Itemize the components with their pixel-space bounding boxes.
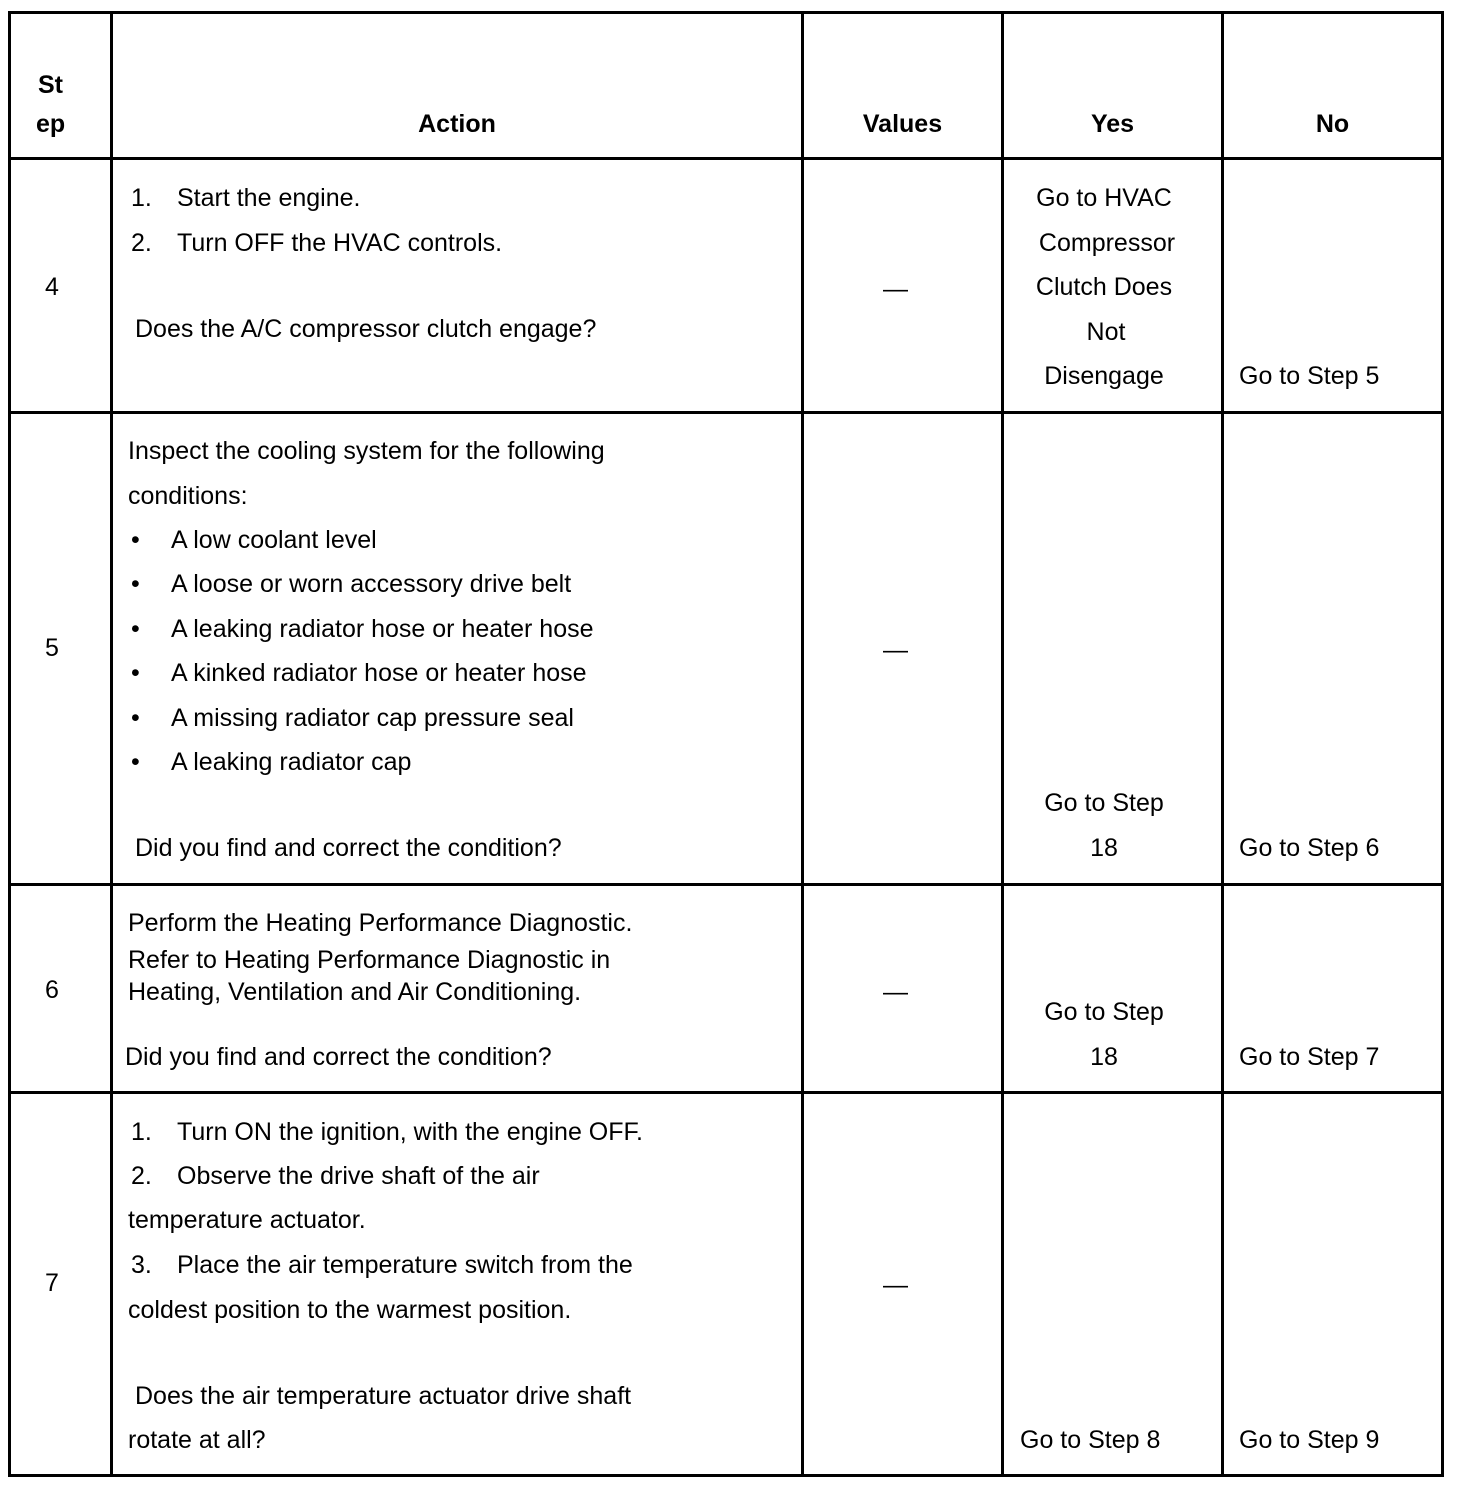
- condition-text: A leaking radiator hose or heater hose: [171, 615, 594, 643]
- condition-item: [127, 651, 587, 696]
- condition-item: [127, 607, 594, 652]
- diagnostic-table: [8, 11, 1444, 1477]
- action-question: Does the air temperature actuator drive shaft: [135, 1382, 632, 1410]
- condition-text: A low coolant level: [171, 526, 377, 554]
- bullet-marker: •: [131, 570, 140, 598]
- yes-line: Clutch Does: [1035, 273, 1173, 301]
- bullet-marker: •: [131, 659, 140, 687]
- action-item: [127, 1154, 540, 1199]
- header-step-line2: ep: [36, 110, 66, 138]
- condition-text: A loose or worn accessory drive belt: [171, 570, 572, 598]
- yes-line: Compressor: [1038, 229, 1176, 257]
- action-item-continuation: coldest position to the warmest position.: [128, 1296, 572, 1324]
- action-question: rotate at all?: [128, 1426, 266, 1454]
- no-link: Go to Step 7: [1239, 1043, 1380, 1071]
- item-text: Start the engine.: [177, 184, 361, 212]
- condition-item: [127, 562, 571, 607]
- action-line: Refer to Heating Performance Diagnostic in: [128, 946, 611, 974]
- action-line: Heating, Ventilation and Air Conditioning.: [128, 978, 582, 1006]
- yes-line: 18: [1090, 1043, 1118, 1071]
- item-text: Turn ON the ignition, with the engine OFF.: [177, 1118, 643, 1146]
- header-no: No: [1315, 110, 1350, 138]
- grid-line: [8, 11, 1444, 14]
- yes-line: Not: [1086, 318, 1126, 346]
- grid-line: [8, 11, 11, 1477]
- yes-link: Go to Step 8: [1020, 1426, 1161, 1454]
- condition-item: [127, 740, 411, 785]
- yes-line: Go to Step: [1044, 998, 1164, 1026]
- grid-line: [8, 1474, 1444, 1477]
- yes-line: Go to HVAC: [1036, 184, 1172, 212]
- grid-line: [110, 11, 113, 1477]
- yes-line: Go to Step: [1044, 789, 1164, 817]
- grid-line: [8, 883, 1444, 886]
- header-action: Action: [418, 110, 496, 138]
- grid-line: [1441, 11, 1444, 1477]
- grid-line: [801, 11, 804, 1477]
- action-question: Did you find and correct the condition?: [135, 834, 562, 862]
- action-item: [127, 221, 502, 266]
- item-text: Observe the drive shaft of the air: [177, 1162, 540, 1190]
- condition-text: A kinked radiator hose or heater hose: [171, 659, 587, 687]
- values-dash: —: [883, 275, 908, 303]
- grid-line: [8, 157, 1444, 160]
- step-number: 5: [45, 634, 59, 662]
- action-line: Perform the Heating Performance Diagnostic.: [128, 909, 633, 937]
- condition-text: A missing radiator cap pressure seal: [171, 704, 574, 732]
- action-item-continuation: temperature actuator.: [128, 1206, 366, 1234]
- item-marker: 3.: [131, 1251, 152, 1279]
- action-intro: conditions:: [128, 482, 248, 510]
- no-link: Go to Step 9: [1239, 1426, 1380, 1454]
- action-intro: Inspect the cooling system for the following: [128, 437, 605, 465]
- condition-item: [127, 696, 574, 741]
- no-link: Go to Step 6: [1239, 834, 1380, 862]
- header-step-line1: St: [38, 71, 63, 99]
- action-question: Did you find and correct the condition?: [125, 1043, 552, 1071]
- no-link: Go to Step 5: [1239, 362, 1380, 390]
- step-number: 7: [45, 1269, 59, 1297]
- item-text: Place the air temperature switch from the: [177, 1251, 633, 1279]
- condition-item: [127, 518, 377, 563]
- step-number: 4: [45, 273, 59, 301]
- grid-line: [8, 1091, 1444, 1094]
- grid-line: [8, 411, 1444, 414]
- condition-text: A leaking radiator cap: [171, 748, 412, 776]
- header-values: Values: [862, 110, 943, 138]
- bullet-marker: •: [131, 748, 140, 776]
- values-dash: —: [883, 978, 908, 1006]
- values-dash: —: [883, 1271, 908, 1299]
- action-item: [127, 1110, 643, 1155]
- bullet-marker: •: [131, 615, 140, 643]
- values-dash: —: [883, 636, 908, 664]
- yes-line: 18: [1090, 834, 1118, 862]
- action-item: [127, 176, 360, 221]
- action-item: [127, 1243, 633, 1288]
- item-marker: 2.: [131, 229, 152, 257]
- action-question: Does the A/C compressor clutch engage?: [135, 315, 597, 343]
- item-marker: 2.: [131, 1162, 152, 1190]
- item-marker: 1.: [131, 184, 152, 212]
- bullet-marker: •: [131, 526, 140, 554]
- grid-line: [1221, 11, 1224, 1477]
- yes-line: Disengage: [1044, 362, 1164, 390]
- header-yes: Yes: [1090, 110, 1135, 138]
- bullet-marker: •: [131, 704, 140, 732]
- step-number: 6: [45, 976, 59, 1004]
- item-marker: 1.: [131, 1118, 152, 1146]
- item-text: Turn OFF the HVAC controls.: [177, 229, 503, 257]
